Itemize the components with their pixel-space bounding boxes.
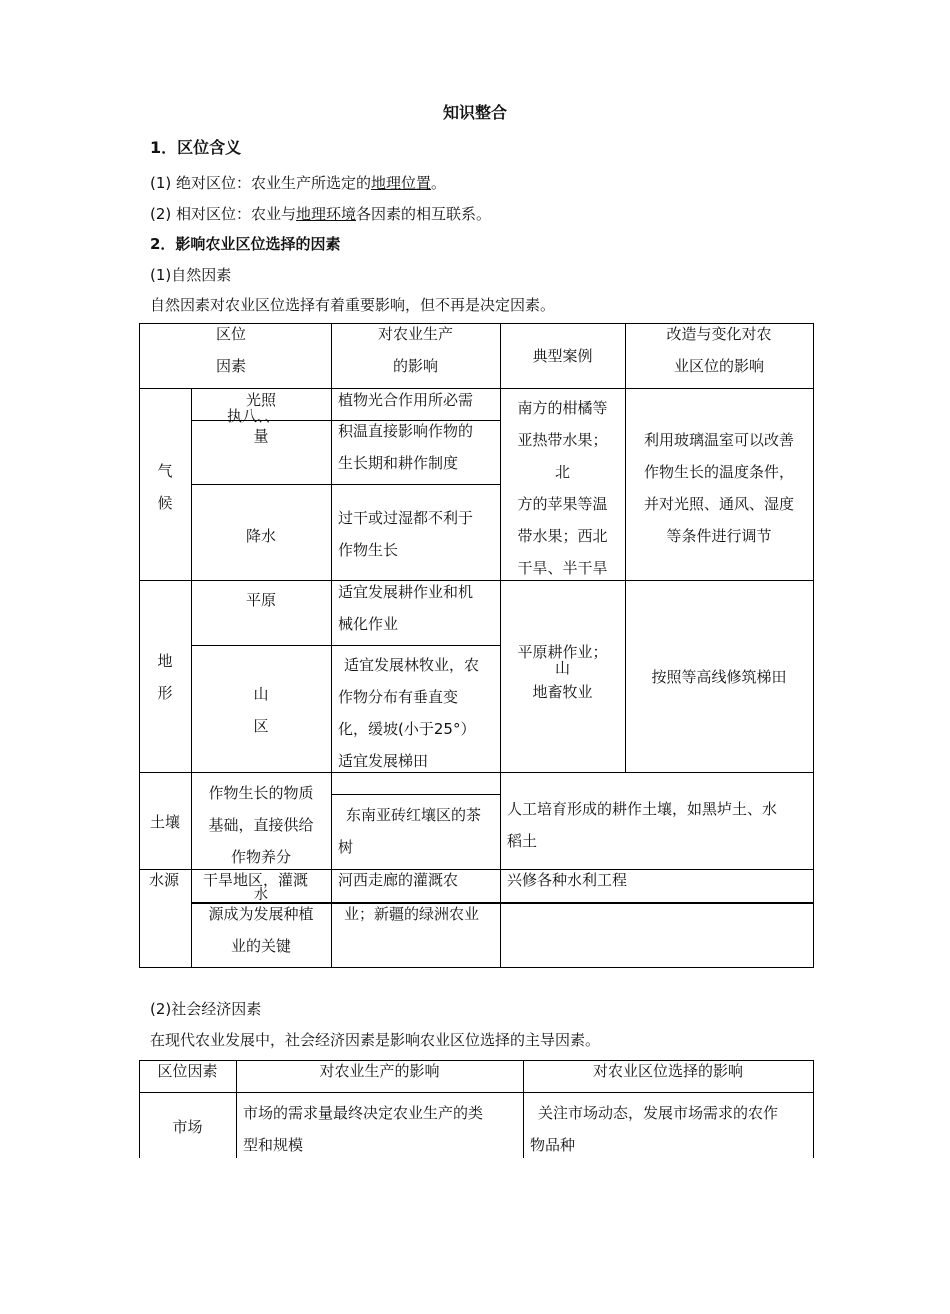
rain-label: 降水 <box>245 527 276 545</box>
socioeconomic-intro: 在现代农业发展中，社会经济因素是影响农业区位选择的主导因素。 <box>150 1031 601 1049</box>
water-effect-1: 干旱地区，灌溉 <box>203 871 309 889</box>
climate-change: 利用玻璃温室可以改善 作物生长的温度条件， 并对光照、通风、湿度 等条件进行调节 <box>643 431 794 545</box>
terrain-label: 地 形 <box>157 652 173 702</box>
subheading-socioeconomic-factors: (2)社会经济因素 <box>150 1000 262 1018</box>
definition-relative-location: (2) 相对区位：农业与地理环境各因素的相互联系。 <box>150 205 492 223</box>
terrain-case: 平原耕作业； 山 地畜牧业 <box>517 643 608 701</box>
heat-label-2: 量 <box>253 427 269 445</box>
soil-label: 土壤 <box>149 813 180 831</box>
light-label: 光照 <box>245 391 276 409</box>
section-heading-factors: 2．影响农业区位选择的因素 <box>150 235 341 253</box>
water-change: 兴修各种水利工程 <box>507 871 628 889</box>
header-factor: 区位 因素 <box>215 325 246 375</box>
header-choice: 对农业区位选择的影响 <box>592 1062 743 1080</box>
climate-label: 气 候 <box>157 462 173 512</box>
natural-factors-intro: 自然因素对农业区位选择有着重要影响，但不再是决定因素。 <box>150 296 556 314</box>
water-label: 水源 <box>149 871 180 889</box>
terrain-change: 按照等高线修筑梯田 <box>651 668 787 686</box>
header-case: 典型案例 <box>532 347 593 365</box>
subheading-natural-factors: (1)自然因素 <box>150 266 232 284</box>
page-title: 知识整合 <box>442 103 507 122</box>
water-case-1: 河西走廊的灌溉农 <box>338 871 459 889</box>
water-effect-2: 水 <box>254 887 268 903</box>
light-effect: 植物光合作用所必需 <box>338 391 474 409</box>
plain-effect: 适宜发展耕作业和机 械化作业 <box>338 583 474 633</box>
rain-effect: 过干或过湿都不利于 作物生长 <box>338 509 474 559</box>
heat-effect: 积温直接影响作物的 生长期和耕作制度 <box>338 422 474 472</box>
soil-effect: 作物生长的物质 基础，直接供给 作物养分 <box>208 784 314 866</box>
header-effect-2: 对农业生产的影响 <box>319 1062 440 1080</box>
water-effect-3: 源成为发展种植 业的关键 <box>208 905 314 955</box>
plain-label: 平原 <box>245 591 276 609</box>
definition-absolute-location: (1) 绝对区位：农业生产所选定的地理位置。 <box>150 174 447 192</box>
climate-case: 南方的柑橘等 亚热带水果； 北 方的苹果等温 带水果；西北 干旱、半干旱 <box>517 399 608 577</box>
soil-case: 东南亚砖红壤区的茶 树 <box>338 806 482 856</box>
header-effect: 对农业生产 的影响 <box>377 325 453 375</box>
header-change: 改造与变化对农 业区位的影响 <box>666 325 772 375</box>
mountain-effect: 适宜发展林牧业，农 作物分布有垂直变 化，缓坡(小于25°） 适宜发展梯田 <box>338 656 480 770</box>
market-effect: 市场的需求量最终决定农业生产的类 型和规模 <box>243 1104 484 1154</box>
market-choice: 关注市场动态，发展市场需求的农作 物品种 <box>530 1104 779 1154</box>
heat-label: 执八、、 <box>227 407 280 425</box>
soil-change: 人工培育形成的耕作土壤，如黑垆土、水 稻土 <box>507 800 778 850</box>
water-case-2: 业；新疆的绿洲农业 <box>344 905 480 923</box>
market-label: 市场 <box>172 1118 203 1136</box>
header-factor-2: 区位因素 <box>157 1062 218 1080</box>
section-heading-location: 1．区位含义 <box>150 138 242 157</box>
mountain-label: 山 区 <box>253 685 269 735</box>
